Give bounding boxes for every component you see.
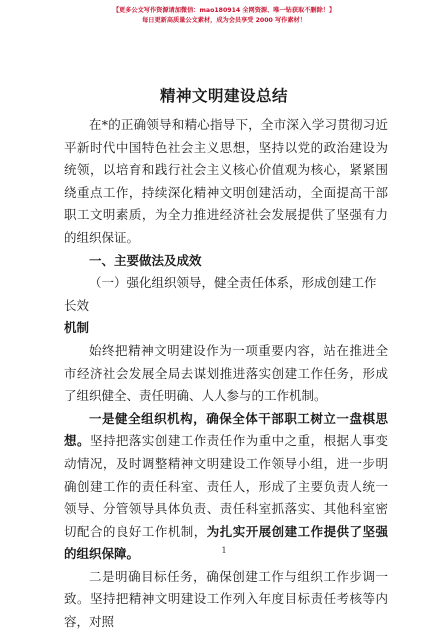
document-body xyxy=(64,114,388,634)
subsection-heading-1-text: （一）强化组织领导，健全责任体系，形成创建工作长效 xyxy=(64,275,377,313)
promo-banner-line-1: 【更多公文写作资源请加微信：mao180914 全网资源、唯一钻获取不删除！】 xyxy=(112,7,336,14)
paragraph-2-lead: 一是健全组织机构，确保全体干部职工树立一盘棋思想。 xyxy=(64,410,388,449)
paragraph-2 xyxy=(64,408,388,566)
promo-banner-line-2: 每日更新高质量公文素材，成为会员享受 2000 写作素材！ xyxy=(142,17,306,24)
section-heading-1: 一、主要做法及成效 xyxy=(89,252,202,268)
paragraph-3: 二是明确目标任务，确保创建工作与组织工作步调一致。坚持把精神文明建设工作列入年度目标责任考核等内容，对照 xyxy=(64,568,388,630)
paragraph-2-body: 坚持把落实创建工作责任作为重中之重，根据人事变动情况，及时调整精神文明建设工作领导小组，进一步明确创建工作的责任科室、责任人，形成了主要负责人统一领导、分管领导具体负责、责任科室抓落实、其他科室密切配合的良好工作机制， xyxy=(64,433,388,539)
paragraph-1: 始终把精神文明建设作为一项重要内容，站在推进全市经济社会发展全局去谋划推进落实创建工作任务，形成了组织健全、责任明确、人人参与的工作机制。 xyxy=(64,342,388,404)
promo-banner xyxy=(0,6,448,26)
intro-paragraph: 在*的正确领导和精心指导下，全市深入学习贯彻习近平新时代中国特色社会主义思想，坚持以党的政治建设为统领，以培育和践行社会主义核心价值观为核心，紧紧围绕重点工作，持续深化精神文明创建活动，全面提高干部职工文明素质，为全力推进经济社会发展提供了坚强有力的组织保证。 xyxy=(64,117,388,245)
paragraph-2-tail: 为扎实开展创建工作提供了坚强的组织保障。 xyxy=(64,523,388,562)
page-number: 1 xyxy=(221,546,227,555)
subsection-heading-1 xyxy=(64,272,388,317)
document-title: 精神文明建设总结 xyxy=(159,86,288,105)
subsection-heading-1-continued: 机制 xyxy=(64,320,90,336)
